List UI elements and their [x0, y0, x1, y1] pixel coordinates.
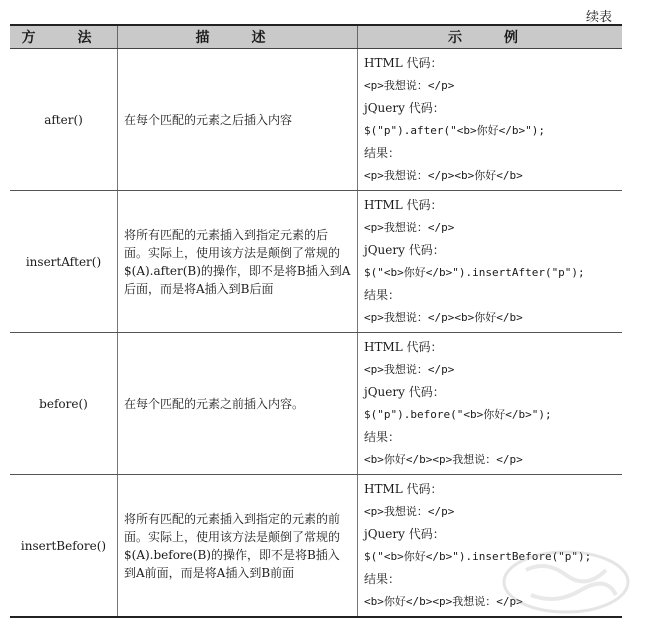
description-cell: 在每个匹配的元素之后插入内容 [118, 49, 358, 191]
example-line: 结果： [364, 146, 401, 160]
continued-label: 续表 [585, 10, 612, 25]
example-cell [358, 333, 623, 475]
example-line: $("p").before("<b>你好</b>"); [364, 407, 552, 421]
example-line: jQuery 代码： [364, 243, 445, 257]
method-cell: insertBefore() [10, 475, 118, 618]
example-line: 结果： [364, 288, 401, 302]
table-row [10, 191, 622, 333]
example-line: <b>你好</b><p>我想说：</p> [364, 452, 523, 466]
example-line: 结果： [364, 572, 401, 586]
table-row [10, 333, 622, 475]
example-line: jQuery 代码： [364, 385, 445, 399]
table-header-row [10, 25, 622, 49]
header-example: 示 例 [358, 25, 623, 49]
example-cell [358, 191, 623, 333]
example-line: <b>你好</b><p>我想说：</p> [364, 594, 523, 608]
example-line: <p>我想说：</p><b>你好</b> [364, 310, 523, 324]
method-cell: after() [10, 49, 118, 191]
methods-table [10, 24, 622, 618]
example-line: 结果： [364, 430, 401, 444]
example-line: $("<b>你好</b>").insertBefore("p"); [364, 549, 592, 563]
description-cell: 在每个匹配的元素之前插入内容。 [118, 333, 358, 475]
example-line: $("p").after("<b>你好</b>"); [364, 123, 545, 137]
example-line: $("<b>你好</b>").insertAfter("p"); [364, 265, 585, 279]
example-line: HTML 代码： [364, 340, 443, 354]
example-line: HTML 代码： [364, 56, 443, 70]
method-cell: insertAfter() [10, 191, 118, 333]
example-line: <p>我想说：</p> [364, 504, 455, 518]
example-line: <p>我想说：</p> [364, 78, 455, 92]
description-cell: 将所有匹配的元素插入到指定的元素的前面。实际上，使用该方法是颠倒了常规的$(A).before(B)的操作，即不是将B插入到A前面，而是将A插入到B前面 [118, 475, 358, 618]
example-line: HTML 代码： [364, 482, 443, 496]
header-method: 方 法 [10, 25, 118, 49]
example-line: <p>我想说：</p><b>你好</b> [364, 168, 523, 182]
table-row [10, 49, 622, 191]
example-line: <p>我想说：</p> [364, 220, 455, 234]
example-line: HTML 代码： [364, 198, 443, 212]
example-line: jQuery 代码： [364, 527, 445, 541]
watermark-stamp-icon [496, 540, 636, 620]
method-cell: before() [10, 333, 118, 475]
example-line: <p>我想说：</p> [364, 362, 455, 376]
example-line: jQuery 代码： [364, 101, 445, 115]
description-cell: 将所有匹配的元素插入到指定元素的后面。实际上，使用该方法是颠倒了常规的$(A).after(B)的操作，即不是将B插入到A后面，而是将A插入到B后面 [118, 191, 358, 333]
header-description: 描 述 [118, 25, 358, 49]
example-cell [358, 49, 623, 191]
